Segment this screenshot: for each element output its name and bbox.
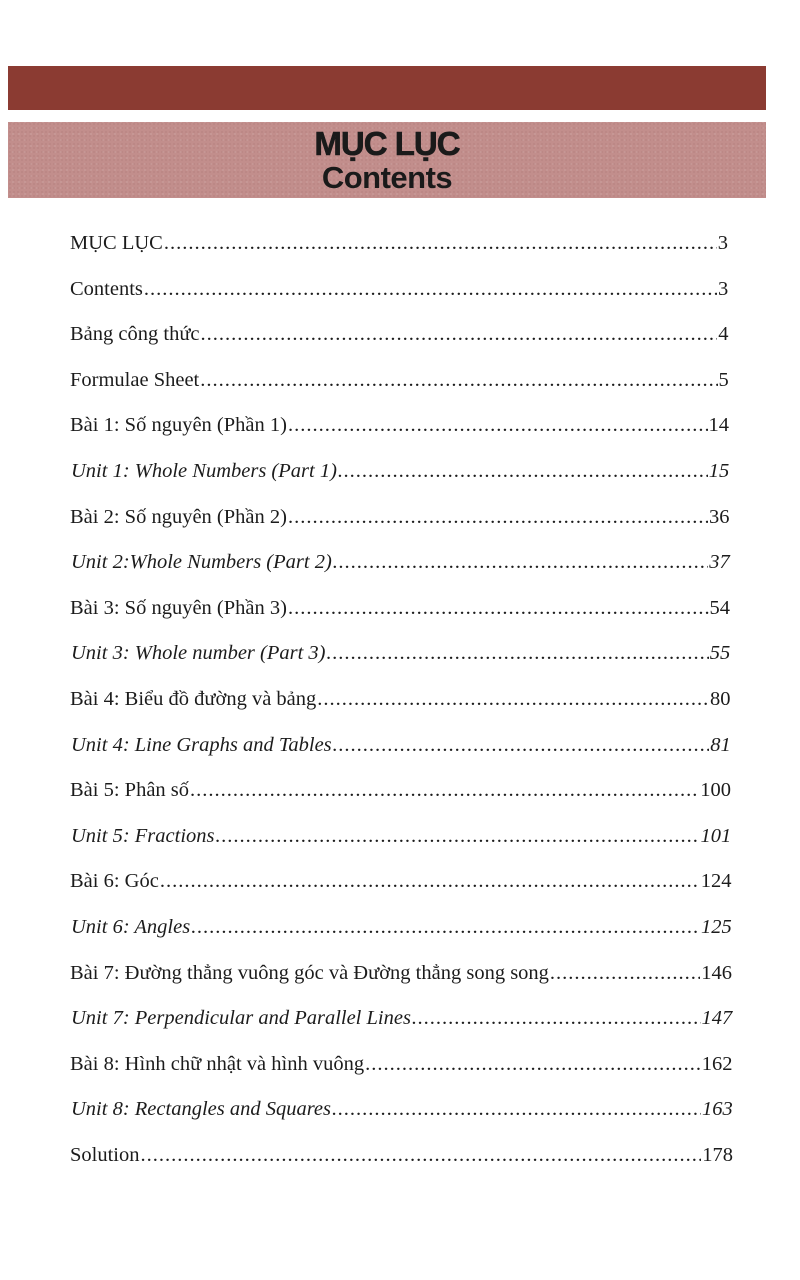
page-title-vietnamese: MỤC LỤC — [314, 125, 460, 162]
toc-entry-page-number: 3 — [718, 277, 729, 300]
toc-dot-leader — [201, 319, 718, 349]
toc-entry-title: Unit 2:Whole Numbers (Part 2) — [71, 551, 332, 574]
toc-entry-title: Unit 4: Line Graphs and Tables — [71, 733, 332, 756]
toc-entry-page-number: 124 — [700, 870, 732, 893]
toc-dot-leader — [288, 410, 708, 440]
toc-dot-leader — [288, 502, 708, 532]
toc-entry-page-number: 100 — [700, 779, 731, 802]
toc-entry[interactable] — [70, 775, 731, 805]
toc-entry[interactable] — [70, 1140, 733, 1170]
toc-entry-title: Unit 5: Fractions — [71, 824, 215, 847]
toc-dot-leader — [327, 638, 709, 668]
toc-entry-page-number: 3 — [717, 232, 728, 254]
toc-entry-page-number: 36 — [709, 505, 730, 528]
toc-dot-leader — [160, 866, 700, 896]
toc-entry[interactable] — [70, 274, 728, 304]
toc-entry[interactable] — [70, 1049, 733, 1079]
toc-entry-page-number: 55 — [709, 642, 731, 665]
toc-entry-title: Unit 1: Whole Numbers (Part 1) — [71, 460, 337, 482]
toc-entry-title: Bài 8: Hình chữ nhật và hình vuông — [70, 1052, 365, 1075]
toc-entry-title: Solution — [70, 1144, 140, 1166]
toc-entry-page-number: 147 — [701, 1007, 733, 1030]
toc-entry[interactable] — [71, 638, 730, 668]
toc-entry[interactable] — [70, 502, 730, 532]
toc-dot-leader — [365, 1049, 701, 1079]
toc-dot-leader — [332, 1094, 701, 1124]
toc-dot-leader — [200, 365, 717, 395]
toc-entry[interactable] — [70, 319, 729, 349]
toc-entry-page-number: 125 — [701, 916, 732, 938]
toc-entry-title: Unit 8: Rectangles and Squares — [71, 1098, 332, 1121]
toc-entry[interactable] — [70, 365, 729, 395]
toc-entry-title: Unit 6: Angles — [71, 916, 191, 938]
toc-entry[interactable] — [71, 1003, 732, 1033]
toc-entry[interactable] — [71, 912, 732, 942]
toc-entry-title: Bài 1: Số nguyên (Phần 1) — [70, 414, 287, 437]
toc-dot-leader — [333, 730, 710, 760]
toc-dot-leader — [164, 228, 717, 258]
toc-dot-leader — [216, 821, 700, 851]
toc-entry-title: Bài 6: Góc — [70, 870, 159, 893]
toc-entry[interactable] — [70, 593, 730, 623]
toc-entry-title: Formulae Sheet — [70, 368, 200, 391]
toc-entry-title: Unit 3: Whole number (Part 3) — [71, 642, 326, 665]
toc-entry-page-number: 80 — [710, 688, 731, 710]
toc-entry-page-number: 81 — [710, 733, 731, 756]
toc-entry-title: Unit 7: Perpendicular and Parallel Lines — [71, 1007, 411, 1030]
toc-entry-page-number: 146 — [701, 961, 732, 984]
toc-entry[interactable] — [70, 958, 732, 988]
toc-dot-leader — [190, 775, 699, 805]
toc-entry-page-number: 4 — [718, 323, 729, 346]
toc-entry[interactable] — [70, 684, 731, 714]
toc-entry-page-number: 54 — [709, 596, 730, 619]
toc-entry-title: Bài 3: Số nguyên (Phần 3) — [70, 596, 287, 619]
toc-entry-title: Contents — [70, 277, 143, 300]
toc-entry-title: Bảng công thức — [70, 323, 200, 346]
toc-dot-leader — [191, 912, 700, 942]
toc-dot-leader — [412, 1003, 701, 1033]
toc-entry-title: Bài 5: Phân số — [70, 779, 190, 802]
toc-entry-page-number: 163 — [702, 1098, 733, 1121]
toc-dot-leader — [141, 1140, 702, 1170]
toc-entry-page-number: 101 — [700, 824, 732, 847]
toc-entry-title: MỤC LỤC — [70, 232, 163, 254]
toc-entry[interactable] — [71, 1094, 733, 1124]
toc-entry[interactable] — [70, 228, 728, 258]
toc-entry-page-number: 14 — [708, 414, 729, 437]
toc-dot-leader — [144, 274, 717, 304]
toc-entry-page-number: 5 — [718, 368, 729, 391]
toc-entry-page-number: 162 — [701, 1052, 733, 1075]
toc-entry[interactable] — [71, 730, 731, 760]
toc-entry-page-number: 15 — [708, 460, 730, 482]
page-title-english: Contents — [321, 160, 453, 195]
toc-entry[interactable] — [70, 410, 729, 440]
toc-dot-leader — [338, 456, 708, 486]
toc-entry-title: Bài 7: Đường thẳng vuông góc và Đường thẳng song song — [70, 961, 549, 984]
toc-dot-leader — [317, 684, 709, 714]
toc-entry-page-number: 178 — [702, 1144, 733, 1166]
toc-dot-leader — [550, 958, 700, 988]
toc-dot-leader — [288, 593, 709, 623]
toc-entry-title: Bài 2: Số nguyên (Phần 2) — [70, 505, 287, 528]
toc-entry[interactable] — [71, 821, 731, 851]
toc-entry[interactable] — [71, 456, 729, 486]
toc-entry[interactable] — [71, 547, 730, 577]
toc-dot-leader — [333, 547, 708, 577]
toc-entry[interactable] — [70, 866, 732, 896]
toc-entry-title: Bài 4: Biểu đồ đường và bảng — [70, 688, 317, 710]
toc-entry-page-number: 37 — [709, 551, 730, 574]
